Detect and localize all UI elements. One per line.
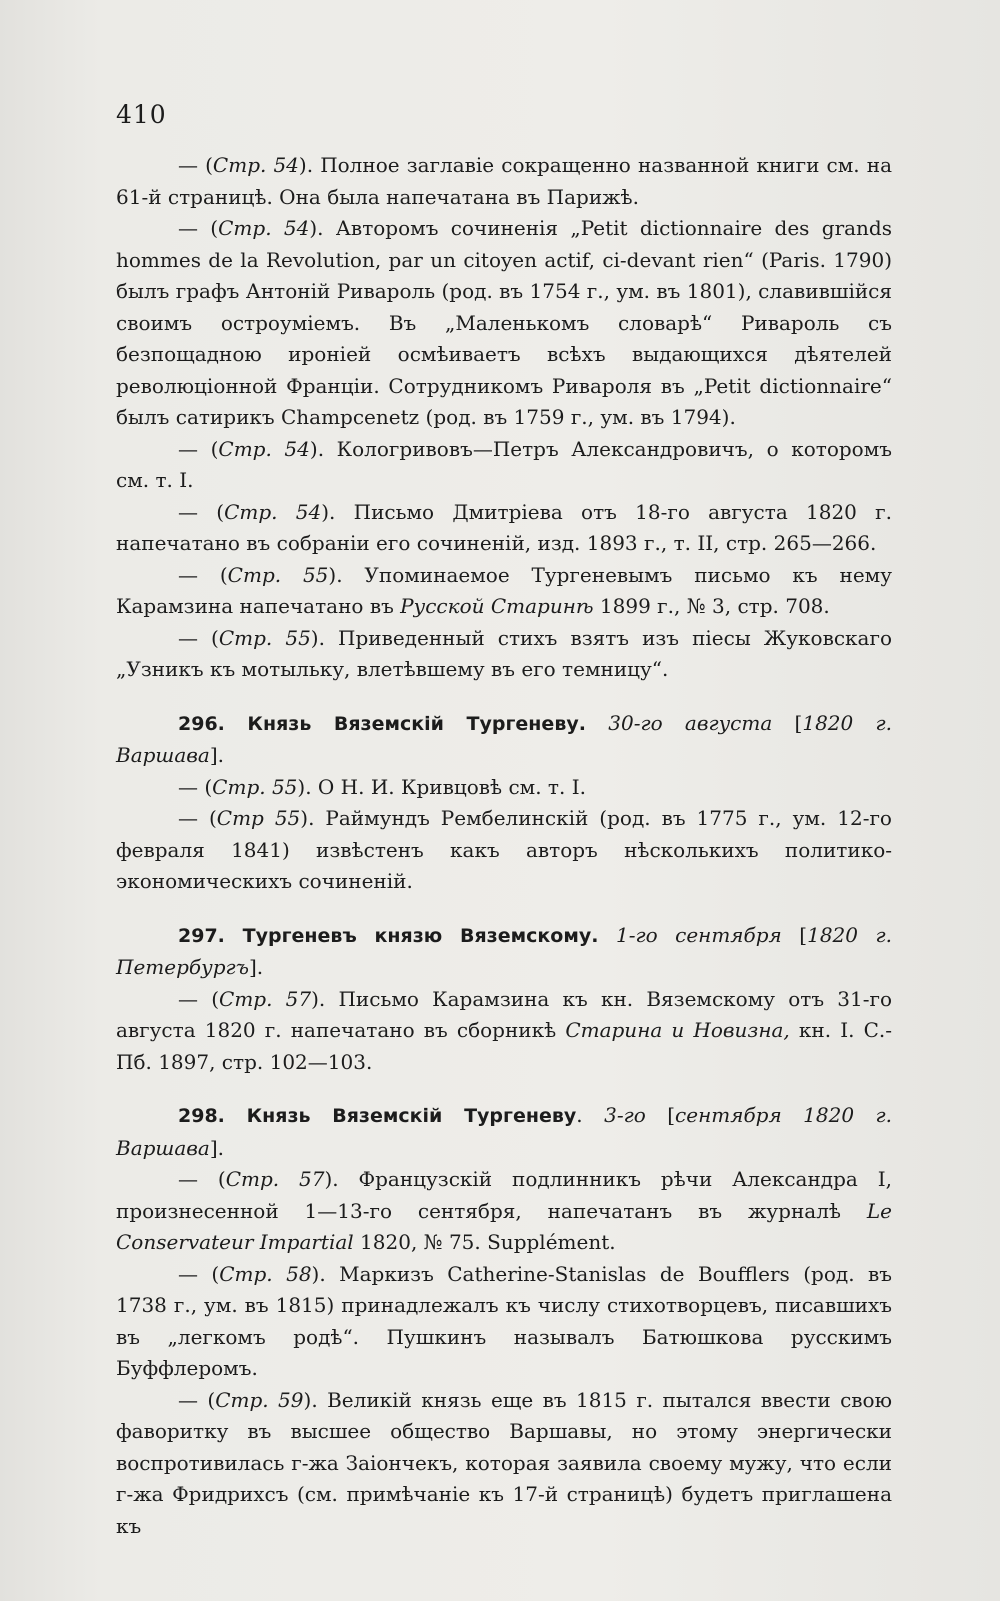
text-run: — ( bbox=[178, 774, 213, 799]
note-paragraph bbox=[116, 560, 892, 623]
text-run: — ( bbox=[178, 562, 228, 587]
italic-text: Cmp 55 bbox=[216, 806, 301, 830]
italic-text: сентября 1820 г. Варшава bbox=[116, 1103, 892, 1160]
italic-text: Cmp. 54 bbox=[212, 153, 299, 177]
text-run: ). Великій князь еще въ 1815 г. пытался ввести свою фаворитку въ высшее общество Варшавы, но этому энергически воспротивилась г-жа Заіончекъ, которая заявила своему мужу, что если г-жа Фридрихсъ (см. примѣчаніе къ 17-й страницѣ) будетъ приглашена къ bbox=[116, 1387, 893, 1538]
italic-text: Cmp. 57 bbox=[225, 1167, 325, 1191]
text-run: — ( bbox=[178, 499, 225, 524]
text-run: ). О Н. И. Кривцовѣ см. т. I. bbox=[297, 774, 586, 799]
note-paragraph bbox=[116, 772, 892, 804]
text-run: кн. I. С.-Пб. 1897, стр. 102—103. bbox=[116, 1018, 893, 1074]
italic-text: 3-го bbox=[604, 1103, 646, 1127]
italic-text: Cmp. 55 bbox=[218, 625, 311, 650]
text-run: — ( bbox=[178, 436, 219, 461]
heading-title: 298. Князь Вяземскій Тургеневу bbox=[178, 1105, 577, 1127]
text-run: ). Полное заглавіе сокращенно названной книги см. на 61-й страницѣ. Она была напечатана въ Парижѣ. bbox=[116, 153, 892, 209]
note-paragraph bbox=[116, 213, 892, 434]
note-paragraph bbox=[116, 150, 892, 213]
italic-text: Le Conservateur Impartial bbox=[116, 1198, 892, 1254]
note-paragraph bbox=[116, 1385, 892, 1543]
italic-text: Cmp. 54 bbox=[218, 216, 310, 240]
text-run: ). Упоминаемое Тургеневымъ письмо къ нему Карамзина напечатано въ bbox=[116, 562, 892, 618]
section-gap bbox=[116, 1078, 892, 1100]
italic-text: Cmp. 57 bbox=[219, 986, 312, 1011]
note-paragraph bbox=[116, 984, 892, 1079]
note-paragraph bbox=[116, 434, 892, 497]
note-paragraph bbox=[116, 803, 892, 898]
italic-text: Cmp. 55 bbox=[227, 562, 329, 587]
text-run: [ bbox=[781, 922, 808, 947]
section-gap bbox=[116, 686, 892, 708]
text-run: 1820, № 75. Supplément. bbox=[353, 1230, 616, 1254]
text-run: — ( bbox=[178, 1167, 226, 1191]
letter-heading bbox=[116, 708, 892, 772]
italic-text: 1820 г. Варшава bbox=[116, 710, 893, 767]
italic-text: 1-го сентября bbox=[615, 922, 782, 947]
text-run: ). Раймундъ Рембелинскій (род. въ 1775 г., ум. 12-го февраля 1841) извѣстенъ какъ авторъ нѣсколькихъ политико-экономическихъ сочиненій. bbox=[116, 806, 892, 893]
text-run bbox=[598, 923, 616, 947]
text-run: ]. bbox=[248, 955, 264, 979]
text-run: — ( bbox=[178, 806, 217, 830]
heading-title: 296. Князь Вяземскій Тургеневу. bbox=[178, 712, 586, 735]
text-run: ). Кологривовъ—Петръ Александровичъ, о которомъ см. т. I. bbox=[116, 436, 892, 492]
text-run: 1899 г., № 3, стр. 708. bbox=[593, 594, 830, 618]
text-run: ). Маркизъ Catherine-Stanislas de Boufflers (род. въ 1738 г., ум. въ 1815) принадлежалъ къ числу стихотворцевъ, писавшихъ въ „легкомъ родѣ“. Пушкинъ называлъ Батюшкова русскимъ Буффлеромъ. bbox=[116, 1261, 892, 1380]
text-run: — ( bbox=[178, 153, 213, 177]
text-run: ]. bbox=[209, 743, 225, 767]
italic-text: Cmp. 54 bbox=[218, 436, 310, 461]
letter-heading bbox=[116, 1100, 892, 1164]
page-body bbox=[116, 150, 892, 1542]
section-gap bbox=[116, 898, 892, 920]
text-run: . bbox=[576, 1103, 605, 1127]
text-run: — ( bbox=[178, 1261, 220, 1286]
heading-title: 297. Тургеневъ князю Вяземскому. bbox=[178, 924, 599, 947]
text-run: ). Авторомъ сочиненія „Petit dictionnaire des grands hommes de la Revolution, par un citoyen actif, ci-devant rien“ (Paris. 1790) былъ графъ Антоній Ривароль (род. въ 1754 г., ум. въ 1801), славившійся своимъ остроуміемъ. Въ „Маленькомъ словарѣ“ Ривароль съ безпощадною ироніей осмѣиваетъ всѣхъ выдающихся дѣятелей революціонной Франціи. Сотрудникомъ Ривароля въ „Petit dictionnaire“ былъ сатирикъ Champcenetz (род. въ 1759 г., ум. въ 1794). bbox=[116, 216, 892, 429]
text-run: — ( bbox=[178, 625, 219, 650]
text-run: ). Приведенный стихъ взятъ изъ піесы Жуковскаго „Узникъ къ мотыльку, влетѣвшему въ его темницу“. bbox=[116, 625, 892, 681]
italic-text: 30-го августа bbox=[608, 710, 773, 735]
italic-text: Cmp. 59 bbox=[215, 1387, 304, 1412]
italic-text: Русской Старинѣ bbox=[400, 594, 594, 618]
text-run: ). Письмо Карамзина къ кн. Вяземскому отъ 31-го августа 1820 г. напечатано въ сборникѣ bbox=[116, 986, 893, 1042]
note-paragraph bbox=[116, 497, 892, 560]
text-run: ]. bbox=[209, 1135, 225, 1160]
text-run: ). Французскій подлинникъ рѣчи Александра I, произнесенной 1—13-го сентября, напечатанъ въ журналѣ bbox=[116, 1167, 892, 1223]
note-paragraph bbox=[116, 623, 892, 686]
italic-text: Старина и Новизна, bbox=[565, 1018, 790, 1042]
page-number: 410 bbox=[116, 100, 167, 129]
text-run: ). Письмо Дмитріева отъ 18-го августа 1820 г. напечатано въ собраніи его сочиненій, изд. 1893 г., т. II, стр. 265—266. bbox=[116, 499, 892, 555]
italic-text: Cmp. 54 bbox=[224, 499, 322, 524]
italic-text: Cmp. 55 bbox=[212, 774, 298, 799]
text-run: [ bbox=[772, 710, 803, 735]
note-paragraph bbox=[116, 1164, 892, 1259]
text-run: — ( bbox=[178, 986, 220, 1011]
text-run: [ bbox=[645, 1103, 676, 1127]
italic-text: Cmp. 58 bbox=[219, 1261, 312, 1286]
note-paragraph bbox=[116, 1259, 892, 1385]
italic-text: 1820 г. Петербургъ bbox=[116, 922, 892, 979]
text-run bbox=[586, 711, 608, 735]
text-run: — ( bbox=[178, 1387, 216, 1412]
text-run: — ( bbox=[178, 216, 219, 240]
letter-heading bbox=[116, 920, 892, 984]
